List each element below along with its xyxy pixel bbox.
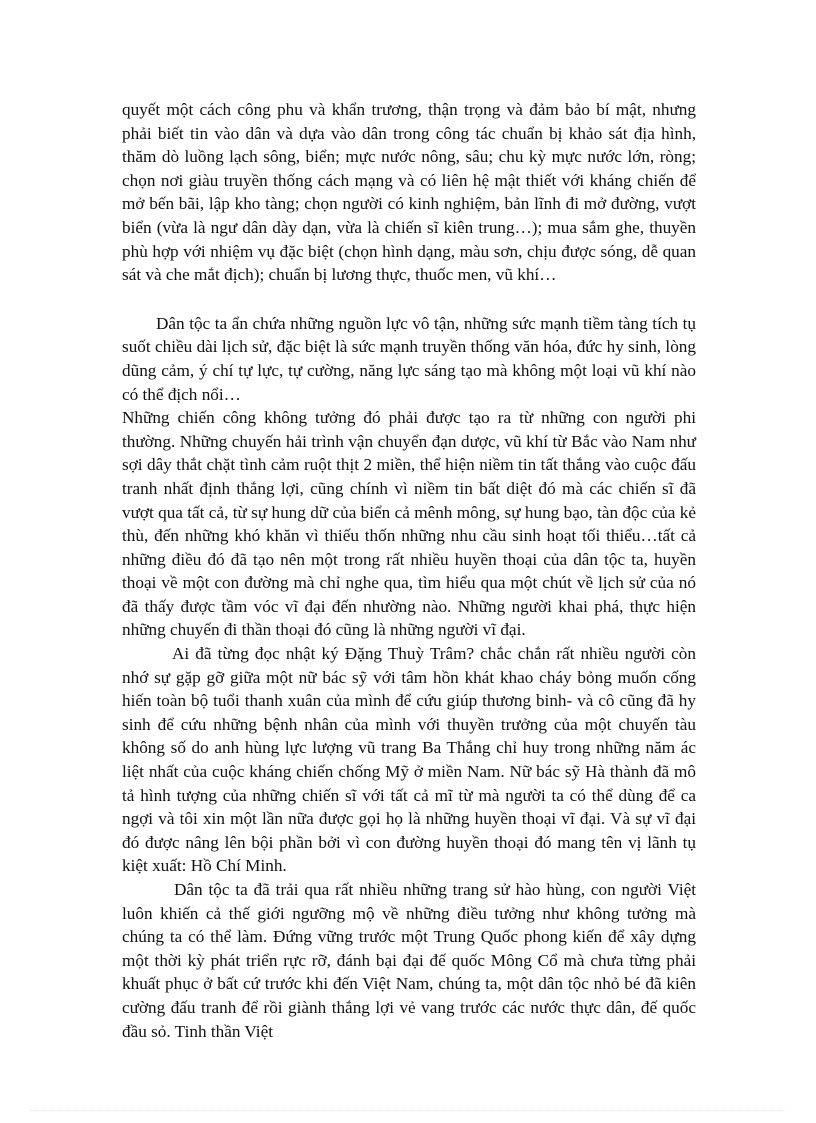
paragraph-3: Những chiến công không tưởng đó phải được tạo ra từ những con người phi thường. Những chuyến hải trình vận chuyển đạn dược, vũ khí từ Bắc vào Nam như sợi dây thắt chặt tình cảm ruột thịt 2 miền, thể hiện niềm tin tất thắng vào cuộc đấu tranh nhất định thắng lợi, cũng chính vì niềm tin bất diệt đó mà các chiến sĩ đã vượt qua tất cả, từ sự hung dữ của biển cả mênh mông, sự hung bạo, tàn độc của kẻ thù, đến những khó khăn vì thiếu thốn những nhu cầu sinh hoạt tối thiểu…tất cả những điều đó đã tạo nên một trong rất nhiều huyền thoại của dân tộc ta, huyền thoại về một con đường mà chỉ nghe qua, tìm hiểu qua một chút về lịch sử của nó đã thấy được tầm vóc vĩ đại đến nhường nào. Những người khai phá, thực hiện những chuyến đi thần thoại đó cũng là những người vĩ đại. (122, 408, 696, 640)
page-bottom-divider (30, 1110, 786, 1111)
document-body (122, 98, 696, 1043)
paragraph-5: Dân tộc ta đã trải qua rất nhiều những trang sử hào hùng, con người Việt luôn khiến cả thế giới ngưỡng mộ về những điều tưởng như không tưởng mà chúng ta có thể làm. Đứng vững trước một Trung Quốc phong kiến để xây dựng một thời kỳ phát triển rực rỡ, đánh bại đại đế quốc Mông Cổ mà chưa từng phải khuất phục ở bất cứ trước khi đến Việt Nam, chúng ta, một dân tộc nhỏ bé đã kiên cường đấu tranh để rồi giành thắng lợi vẻ vang trước các nước thực dân, đế quốc đầu sỏ. Tinh thần Việt (122, 880, 696, 1041)
paragraph-4: Ai đã từng đọc nhật ký Đặng Thuỳ Trâm? chắc chắn rất nhiều người còn nhớ sự gặp gỡ giữa một nữ bác sỹ với tâm hồn khát khao cháy bỏng muốn cống hiến toàn bộ tuổi thanh xuân của mình để cứu giúp thương binh- và cô cũng đã hy sinh để cứu những bệnh nhân của mình với thuyền trưởng của một chuyến tàu không số do anh hùng lực lượng vũ trang Ba Thắng chỉ huy trong những năm ác liệt nhất của cuộc kháng chiến chống Mỹ ở miền Nam. Nữ bác sỹ Hà thành đã mô tả hình tượng của những chiến sĩ với tất cả mĩ từ mà người ta có thể dùng để ca ngợi và tôi xin một lần nữa được gọi họ là những huyền thoại vĩ đại. Và sự vĩ đại đó được nâng lên bội phần bởi vì con đường huyền thoại đó mang tên vị lãnh tụ kiệt xuất: Hồ Chí Minh. (122, 644, 696, 876)
paragraph-1: quyết một cách công phu và khẩn trương, thận trọng và đảm bảo bí mật, nhưng phải biết tin vào dân và dựa vào dân trong công tác chuẩn bị khảo sát địa hình, thăm dò luồng lạch sông, biển; mực nước nông, sâu; chu kỳ mực nước lớn, ròng; chọn nơi giàu truyền thống cách mạng và có liên hệ mật thiết với kháng chiến để mở bến bãi, lập kho tàng; chọn người có kinh nghiệm, bản lĩnh đi mở đường, vượt biển (vừa là ngư dân dày dạn, vừa là chiến sĩ kiên trung…); mua sắm ghe, thuyền phù hợp với nhiệm vụ đặc biệt (chọn hình dạng, màu sơn, chịu được sóng, dễ quan sát và che mắt địch); chuẩn bị lương thực, thuốc men, vũ khí… (122, 100, 696, 285)
paragraph-gap (122, 287, 696, 312)
paragraph-2: Dân tộc ta ẩn chứa những nguồn lực vô tận, những sức mạnh tiềm tàng tích tụ suốt chiều dài lịch sử, đặc biệt là sức mạnh truyền thống văn hóa, đức hy sinh, lòng dũng cảm, ý chí tự lực, tự cường, năng lực sáng tạo mà không một loại vũ khí nào có thể địch nổi… (122, 313, 696, 404)
